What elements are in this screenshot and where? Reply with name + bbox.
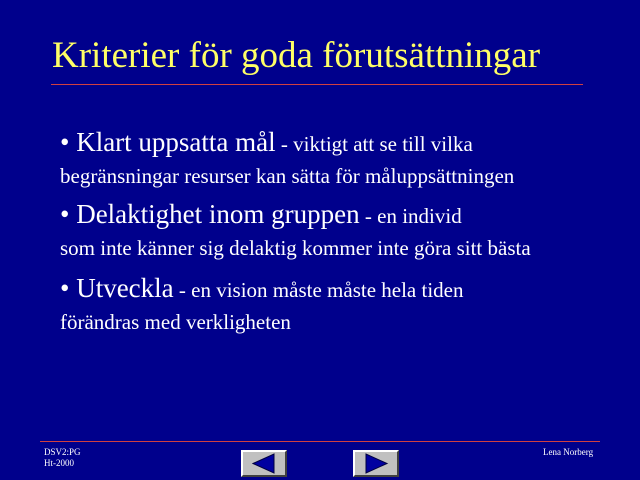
bullet-item xyxy=(60,269,620,336)
bullet-sub: - viktigt att se till vilka xyxy=(275,132,473,156)
bullet-body: som inte känner sig delaktig kommer inte göra sitt bästa xyxy=(60,236,531,260)
bullet-heading-line xyxy=(60,269,620,309)
title-divider xyxy=(51,84,583,85)
bullet-heading-line xyxy=(60,123,620,163)
footer-course xyxy=(44,447,81,469)
next-slide-button[interactable] xyxy=(353,450,399,477)
bullet-list xyxy=(60,123,620,336)
bullet-head: Klart uppsatta mål xyxy=(76,127,276,157)
bullet-marker: • xyxy=(60,273,70,303)
bullet-item xyxy=(60,123,620,190)
previous-slide-button[interactable] xyxy=(241,450,287,477)
slide-title: Kriterier för goda förutsättningar xyxy=(52,35,541,76)
footer-author: Lena Norberg xyxy=(543,447,594,457)
bullet-sub: - en vision måste måste hela tiden xyxy=(173,278,464,302)
bullet-body: förändras med verkligheten xyxy=(60,310,291,334)
bullet-heading-line xyxy=(60,195,620,235)
bullet-marker: • xyxy=(60,127,70,157)
bullet-head: Utveckla xyxy=(76,273,174,303)
bullet-body: begränsningar resurser kan sätta för måluppsättningen xyxy=(60,164,515,188)
footer-term: Ht-2000 xyxy=(44,458,74,468)
bullet-marker: • xyxy=(60,199,70,229)
bullet-head: Delaktighet inom gruppen xyxy=(76,199,360,229)
footer-divider xyxy=(40,441,600,442)
footer-course-code: DSV2:PG xyxy=(44,447,81,457)
triangle-left-icon xyxy=(243,452,285,475)
bullet-sub: - en individ xyxy=(359,204,462,228)
bullet-item xyxy=(60,195,620,262)
triangle-right-icon xyxy=(355,452,397,475)
